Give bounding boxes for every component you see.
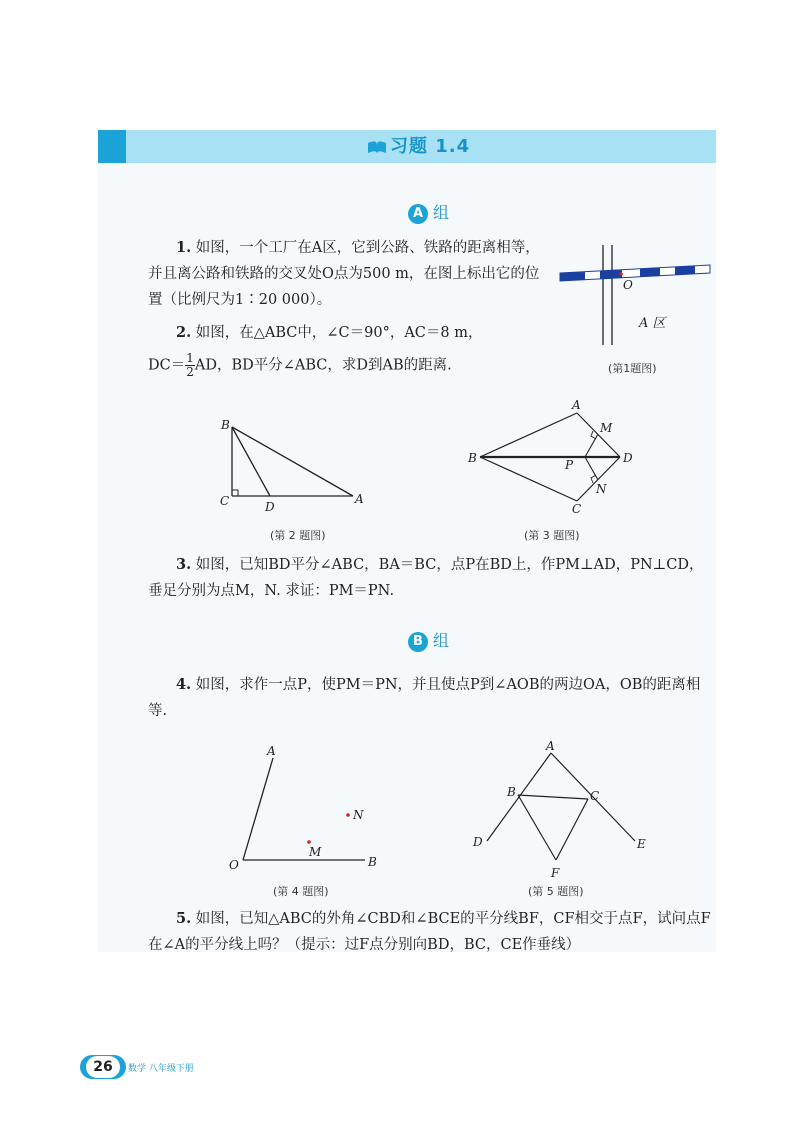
label-f: F: [551, 866, 560, 880]
figure-2-caption: (第 2 题图): [270, 529, 326, 542]
segment-pn: [585, 457, 598, 480]
figure-2-diagram: [215, 415, 375, 515]
label-b: B: [507, 785, 516, 799]
figure-4-caption: (第 4 题图): [273, 885, 329, 898]
problem-2-line2: [148, 352, 548, 379]
label-area-a: A 区: [639, 316, 666, 331]
fraction-one-half: $\frac{1}{2}$: [186, 351, 194, 379]
label-n: N: [353, 808, 364, 822]
label-d: D: [623, 451, 633, 465]
edge-ab: [232, 427, 353, 496]
figure-3-caption: (第 3 题图): [524, 529, 580, 542]
label-p: P: [565, 458, 574, 472]
figure-1-caption: (第1题图): [608, 362, 657, 375]
segment-bf: [518, 795, 556, 860]
label-e: E: [637, 837, 646, 851]
figure-5-diagram: [465, 738, 655, 883]
group-b-label: 组: [433, 631, 450, 650]
label-o: O: [229, 858, 239, 872]
segment-cf: [556, 799, 588, 860]
section-title: 习题 1.4: [390, 136, 471, 157]
problem-5: [148, 906, 716, 958]
label-a: A: [355, 492, 364, 506]
problem-2-rest: AD，BD平分∠ABC，求D到AB的距离.: [194, 357, 452, 374]
point-n-marker: [346, 813, 350, 817]
label-d: D: [473, 835, 483, 849]
label-o: O: [623, 278, 633, 292]
book-title: 数学 八年级下册: [128, 1064, 194, 1074]
label-c: C: [590, 789, 600, 803]
point-m-marker: [307, 840, 311, 844]
figure-3-diagram: [465, 395, 645, 520]
label-c: C: [572, 502, 582, 516]
label-a: A: [546, 739, 555, 753]
problem-2: [148, 320, 548, 346]
group-b-heading: [408, 628, 449, 652]
problem-4-text: 如图，求作一点P，使PM＝PN，并且使点P到∠AOB的两边OA，OB的距离相等.: [148, 677, 701, 719]
edge-bc: [480, 457, 577, 501]
label-c: C: [220, 494, 230, 508]
section-header-tab: [98, 130, 126, 163]
problem-1-text: 如图，一个工厂在A区，它到公路、铁路的距离相等，并且离公路和铁路的交叉处O点为500 m，在图上标出它的位置（比例尺为1∶20 000）。: [148, 240, 540, 308]
label-n: N: [596, 482, 607, 496]
problem-2-dc: DC＝: [148, 357, 186, 374]
label-d: D: [265, 500, 275, 514]
edge-ba: [480, 413, 577, 457]
problem-3-number: 3.: [176, 556, 192, 573]
group-a-heading: [408, 200, 449, 224]
railway-segment: [640, 268, 660, 277]
label-a: A: [572, 398, 581, 412]
label-m: M: [600, 421, 613, 435]
right-angle-mark: [232, 490, 238, 496]
figure-1-diagram: [555, 240, 715, 350]
problem-3: [148, 552, 713, 604]
page-number: 26: [86, 1056, 120, 1078]
figure-4-diagram: [225, 740, 385, 875]
label-m: M: [309, 845, 322, 859]
edge-ad: [577, 413, 620, 457]
point-o-marker: [619, 272, 623, 276]
problem-4-number: 4.: [176, 676, 192, 693]
ray-oa: [243, 758, 273, 860]
problem-3-text: 如图，已知BD平分∠ABC，BA＝BC，点P在BD上，作PM⊥AD，PN⊥CD，垂足分别为点M，N. 求证：PM＝PN.: [148, 557, 704, 599]
segment-bc: [518, 795, 588, 799]
label-b: B: [368, 855, 377, 869]
railway-segment: [600, 270, 622, 279]
railway-segment: [675, 266, 695, 275]
label-b: B: [221, 418, 230, 432]
problem-5-number: 5.: [176, 910, 192, 927]
problem-2-number: 2.: [176, 324, 192, 341]
problem-2-line1: 如图，在△ABC中，∠C＝90°，AC＝8 m，: [195, 325, 483, 341]
group-b-badge: B: [408, 632, 428, 652]
group-a-label: 组: [433, 203, 450, 222]
group-a-badge: A: [408, 204, 428, 224]
figure-5-caption: (第 5 题图): [528, 885, 584, 898]
segment-pm: [585, 434, 598, 457]
problem-1-number: 1.: [176, 239, 192, 256]
problem-4: [148, 672, 713, 724]
label-b: B: [468, 451, 477, 465]
problem-5-text: 如图，已知△ABC的外角∠CBD和∠BCE的平分线BF，CF相交于点F，试问点F在∠A的平分线上吗？（提示：过F点分别向BD，BC，CE作垂线）: [148, 911, 711, 953]
problem-1: [148, 235, 548, 313]
label-a: A: [267, 744, 276, 758]
railway-segment: [560, 272, 585, 281]
